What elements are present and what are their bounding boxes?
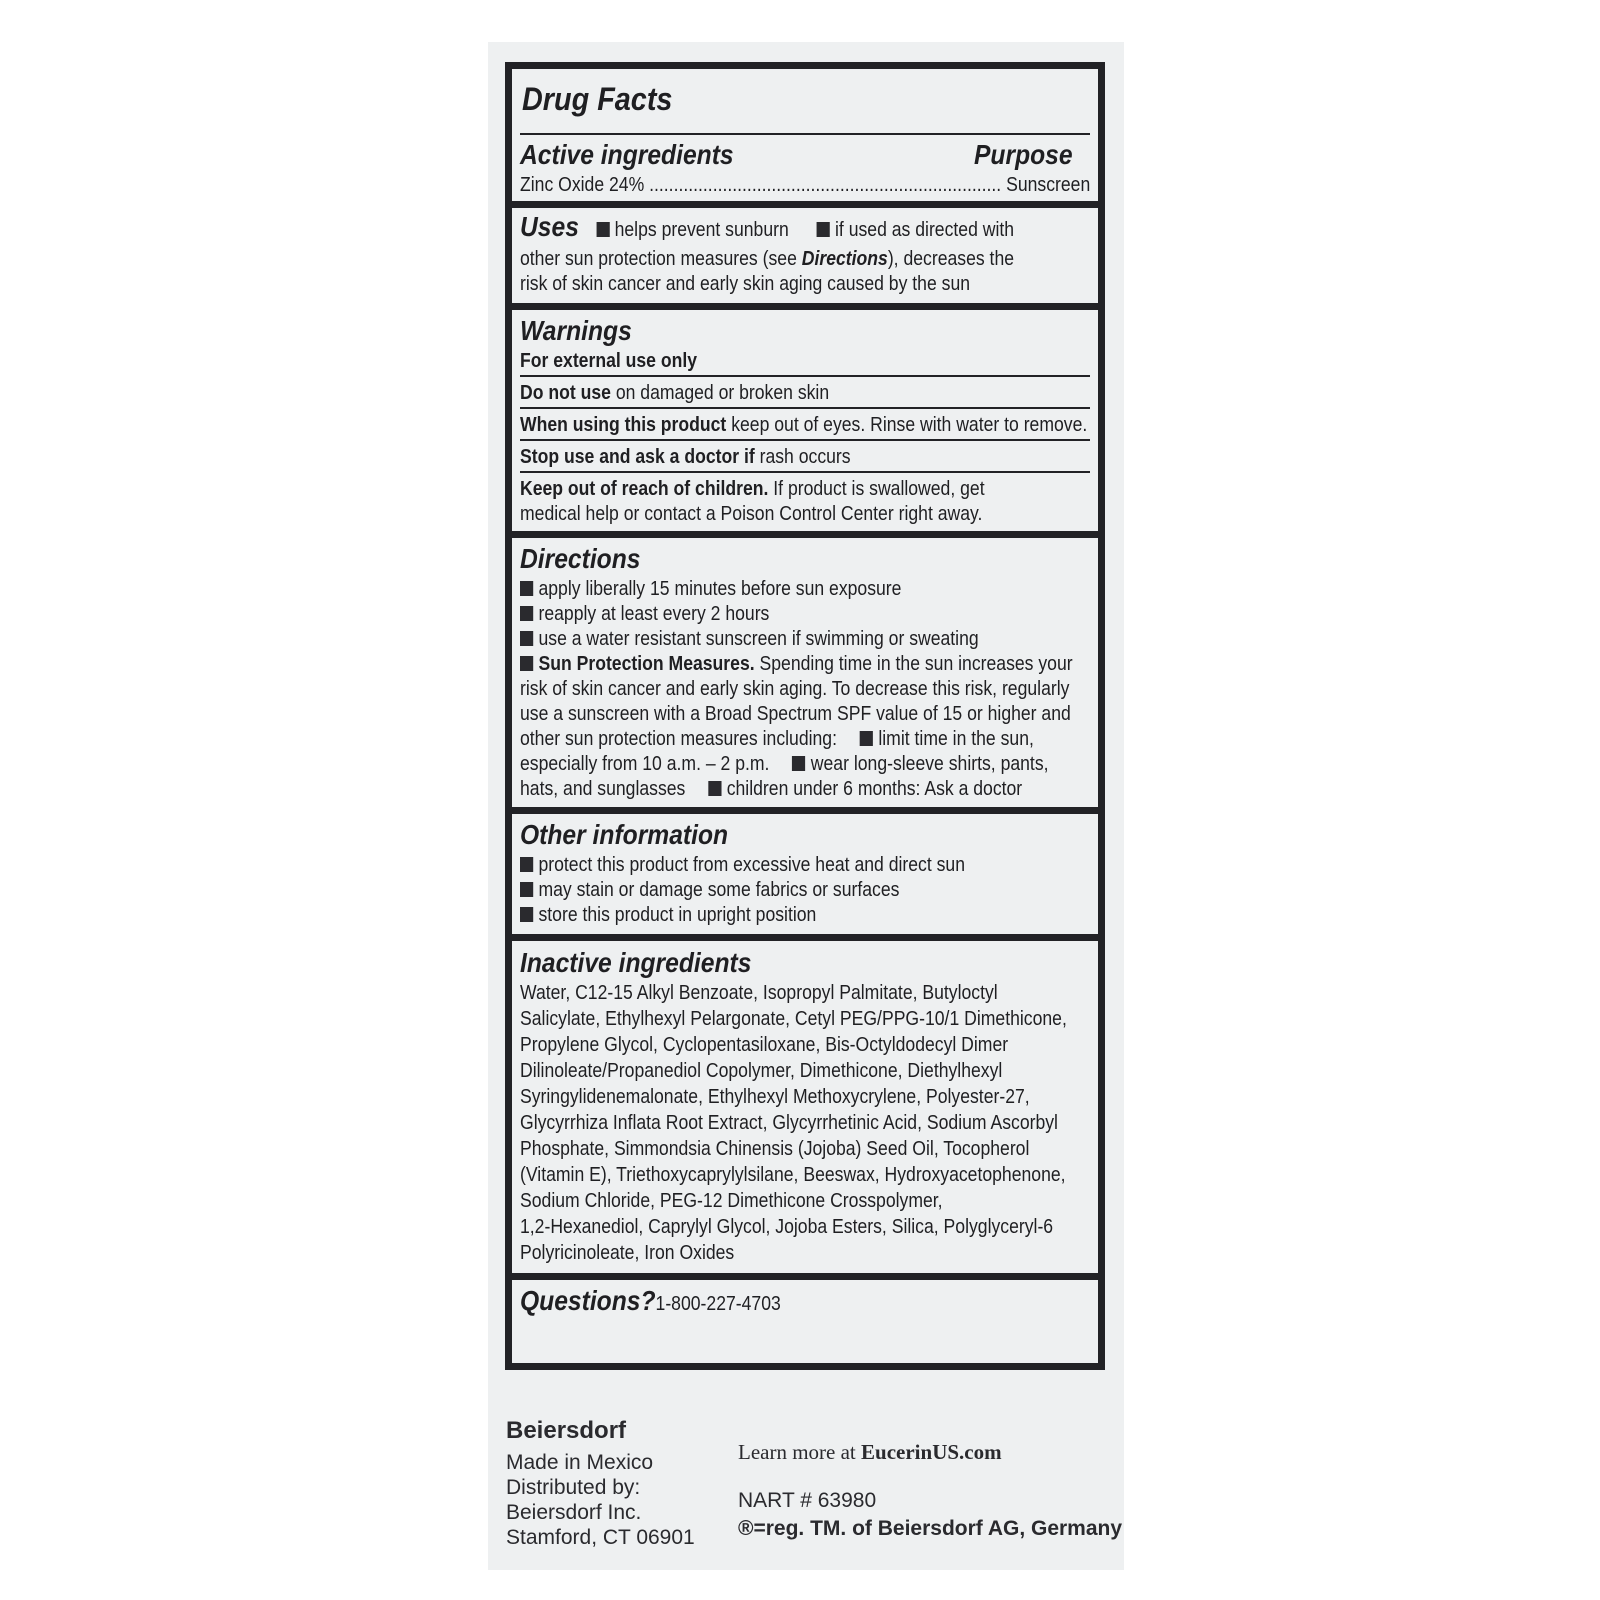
uses-item: if used as directed with [835,219,1015,241]
directions-item: reapply at least every 2 hours [520,602,769,626]
inactive-line: (Vitamin E), Triethoxycaprylylsilane, Beeswax, Hydroxyacetophenone, [520,1164,1066,1186]
ingredient-name: Zinc Oxide 24% [520,174,645,196]
active-ingredients-heading: Active ingredients [520,139,734,170]
sun-protection-line-4: other sun protection measures including: limit time in the sun, [520,728,1034,750]
purpose-heading: Purpose [974,139,1073,170]
directions-item: apply liberally 15 minutes before sun exposure [520,577,901,601]
bullet-icon [792,756,805,771]
ingredient-purpose: Sunscreen [1006,174,1091,196]
sun-protection-line-1: Sun Protection Measures. Spending time in the sun increases your [520,652,1073,676]
section-divider [512,201,1098,208]
inactive-line: Salicylate, Ethylhexyl Pelargonate, Cetyl PEG/PPG-10/1 Dimethicone, [520,1008,1067,1030]
warnings-divider [520,471,1090,473]
other-information-heading: Other information [520,819,729,850]
sun-protection-line-2: risk of skin cancer and early skin aging. To decrease this risk, regularly [520,678,1070,700]
section-divider [512,531,1098,538]
inactive-line: Sodium Chloride, PEG-12 Dimethicone Crosspolymer, [520,1190,943,1212]
uses-line-3: risk of skin cancer and early skin aging caused by the sun [520,273,971,295]
bullet-icon [520,907,533,922]
sun-protection-line-6: hats, and sunglasses children under 6 months: Ask a doctor [520,778,1023,800]
warnings-divider [520,375,1090,377]
drug-facts-box [505,62,1105,1370]
nart-number: NART # 63980 [738,1489,877,1512]
title-divider [520,133,1090,135]
directions-ref: Directions [801,248,888,270]
external-use-only: For external use only [520,350,698,372]
bullet-icon [520,631,533,646]
learn-more: Learn more at EucerinUS.com [738,1440,1002,1464]
active-ingredient-row [520,173,1090,197]
uses-line-2: other sun protection measures (see Directions), decreases the [520,248,1015,270]
sun-protection-line-5: especially from 10 a.m. – 2 p.m. wear long-sleeve shirts, pants, [520,753,1049,775]
phone-number: 1-800-227-4703 [655,1293,781,1315]
questions-line [520,1285,781,1316]
bullet-icon [860,731,873,746]
inactive-line: Glycyrrhiza Inflata Root Extract, Glycyrrhetinic Acid, Sodium Ascorbyl [520,1112,1058,1134]
when-using-line: When using this product keep out of eyes. Rinse with water to remove. [520,414,1088,436]
inactive-line: Polyricinoleate, Iron Oxides [520,1242,735,1264]
inactive-line: Phosphate, Simmondsia Chinensis (Jojoba) Seed Oil, Tocopherol [520,1138,1030,1160]
inactive-line: Propylene Glycol, Cyclopentasiloxane, Bis-Octyldodecyl Dimer [520,1034,1009,1056]
keep-out-line-1: Keep out of reach of children. If product is swallowed, get [520,478,985,500]
warnings-divider [520,439,1090,441]
directions-item: use a water resistant sunscreen if swimming or sweating [520,627,979,651]
stop-use-line: Stop use and ask a doctor if rash occurs [520,446,851,468]
uses-heading: Uses [520,211,579,242]
bullet-icon [596,222,609,237]
company-address: Stamford, CT 06901 [506,1526,695,1549]
uses-item: helps prevent sunburn [614,219,789,241]
section-divider [512,1273,1098,1280]
drug-facts-title: Drug Facts [522,81,673,117]
other-item: store this product in upright position [520,903,816,927]
bullet-icon [520,581,533,596]
directions-heading: Directions [520,543,641,574]
inactive-ingredients-heading: Inactive ingredients [520,947,752,978]
questions-heading: Questions? [520,1285,656,1316]
inactive-line: Dilinoleate/Propanediol Copolymer, Dimethicone, Diethylhexyl [520,1060,1003,1082]
bullet-icon [520,857,533,872]
leader-dots: ........................................................................ [649,174,1002,196]
section-divider [512,934,1098,941]
bullet-icon [817,222,830,237]
made-in: Made in Mexico [506,1451,654,1474]
bullet-icon [520,882,533,897]
bullet-icon [520,656,533,671]
company-name: Beiersdorf Inc. [506,1501,642,1524]
do-not-use-line: Do not use on damaged or broken skin [520,382,830,404]
inactive-line: 1,2-Hexanediol, Caprylyl Glycol, Jojoba Esters, Silica, Polyglyceryl-6 [520,1216,1054,1238]
other-item: protect this product from excessive heat and direct sun [520,853,965,877]
bullet-icon [708,781,721,796]
warnings-divider [520,407,1090,409]
section-divider [512,303,1098,310]
other-item: may stain or damage some fabrics or surfaces [520,878,899,902]
brand-name: Beiersdorf [506,1417,627,1444]
bullet-icon [520,606,533,621]
trademark-notice: ®=reg. TM. of Beiersdorf AG, Germany [738,1517,1123,1540]
inactive-line: Water, C12-15 Alkyl Benzoate, Isopropyl Palmitate, Butyloctyl [520,982,998,1004]
uses-line-1 [520,211,1015,242]
warnings-heading: Warnings [520,315,632,346]
section-divider [512,807,1098,814]
distributed-by: Distributed by: [506,1476,641,1499]
website-link[interactable]: EucerinUS.com [861,1440,1002,1464]
sun-protection-line-3: use a sunscreen with a Broad Spectrum SPF value of 15 or higher and [520,703,1071,725]
keep-out-line-2: medical help or contact a Poison Control Center right away. [520,503,983,525]
inactive-line: Syringylidenemalonate, Ethylhexyl Methoxycrylene, Polyester-27, [520,1086,1030,1108]
